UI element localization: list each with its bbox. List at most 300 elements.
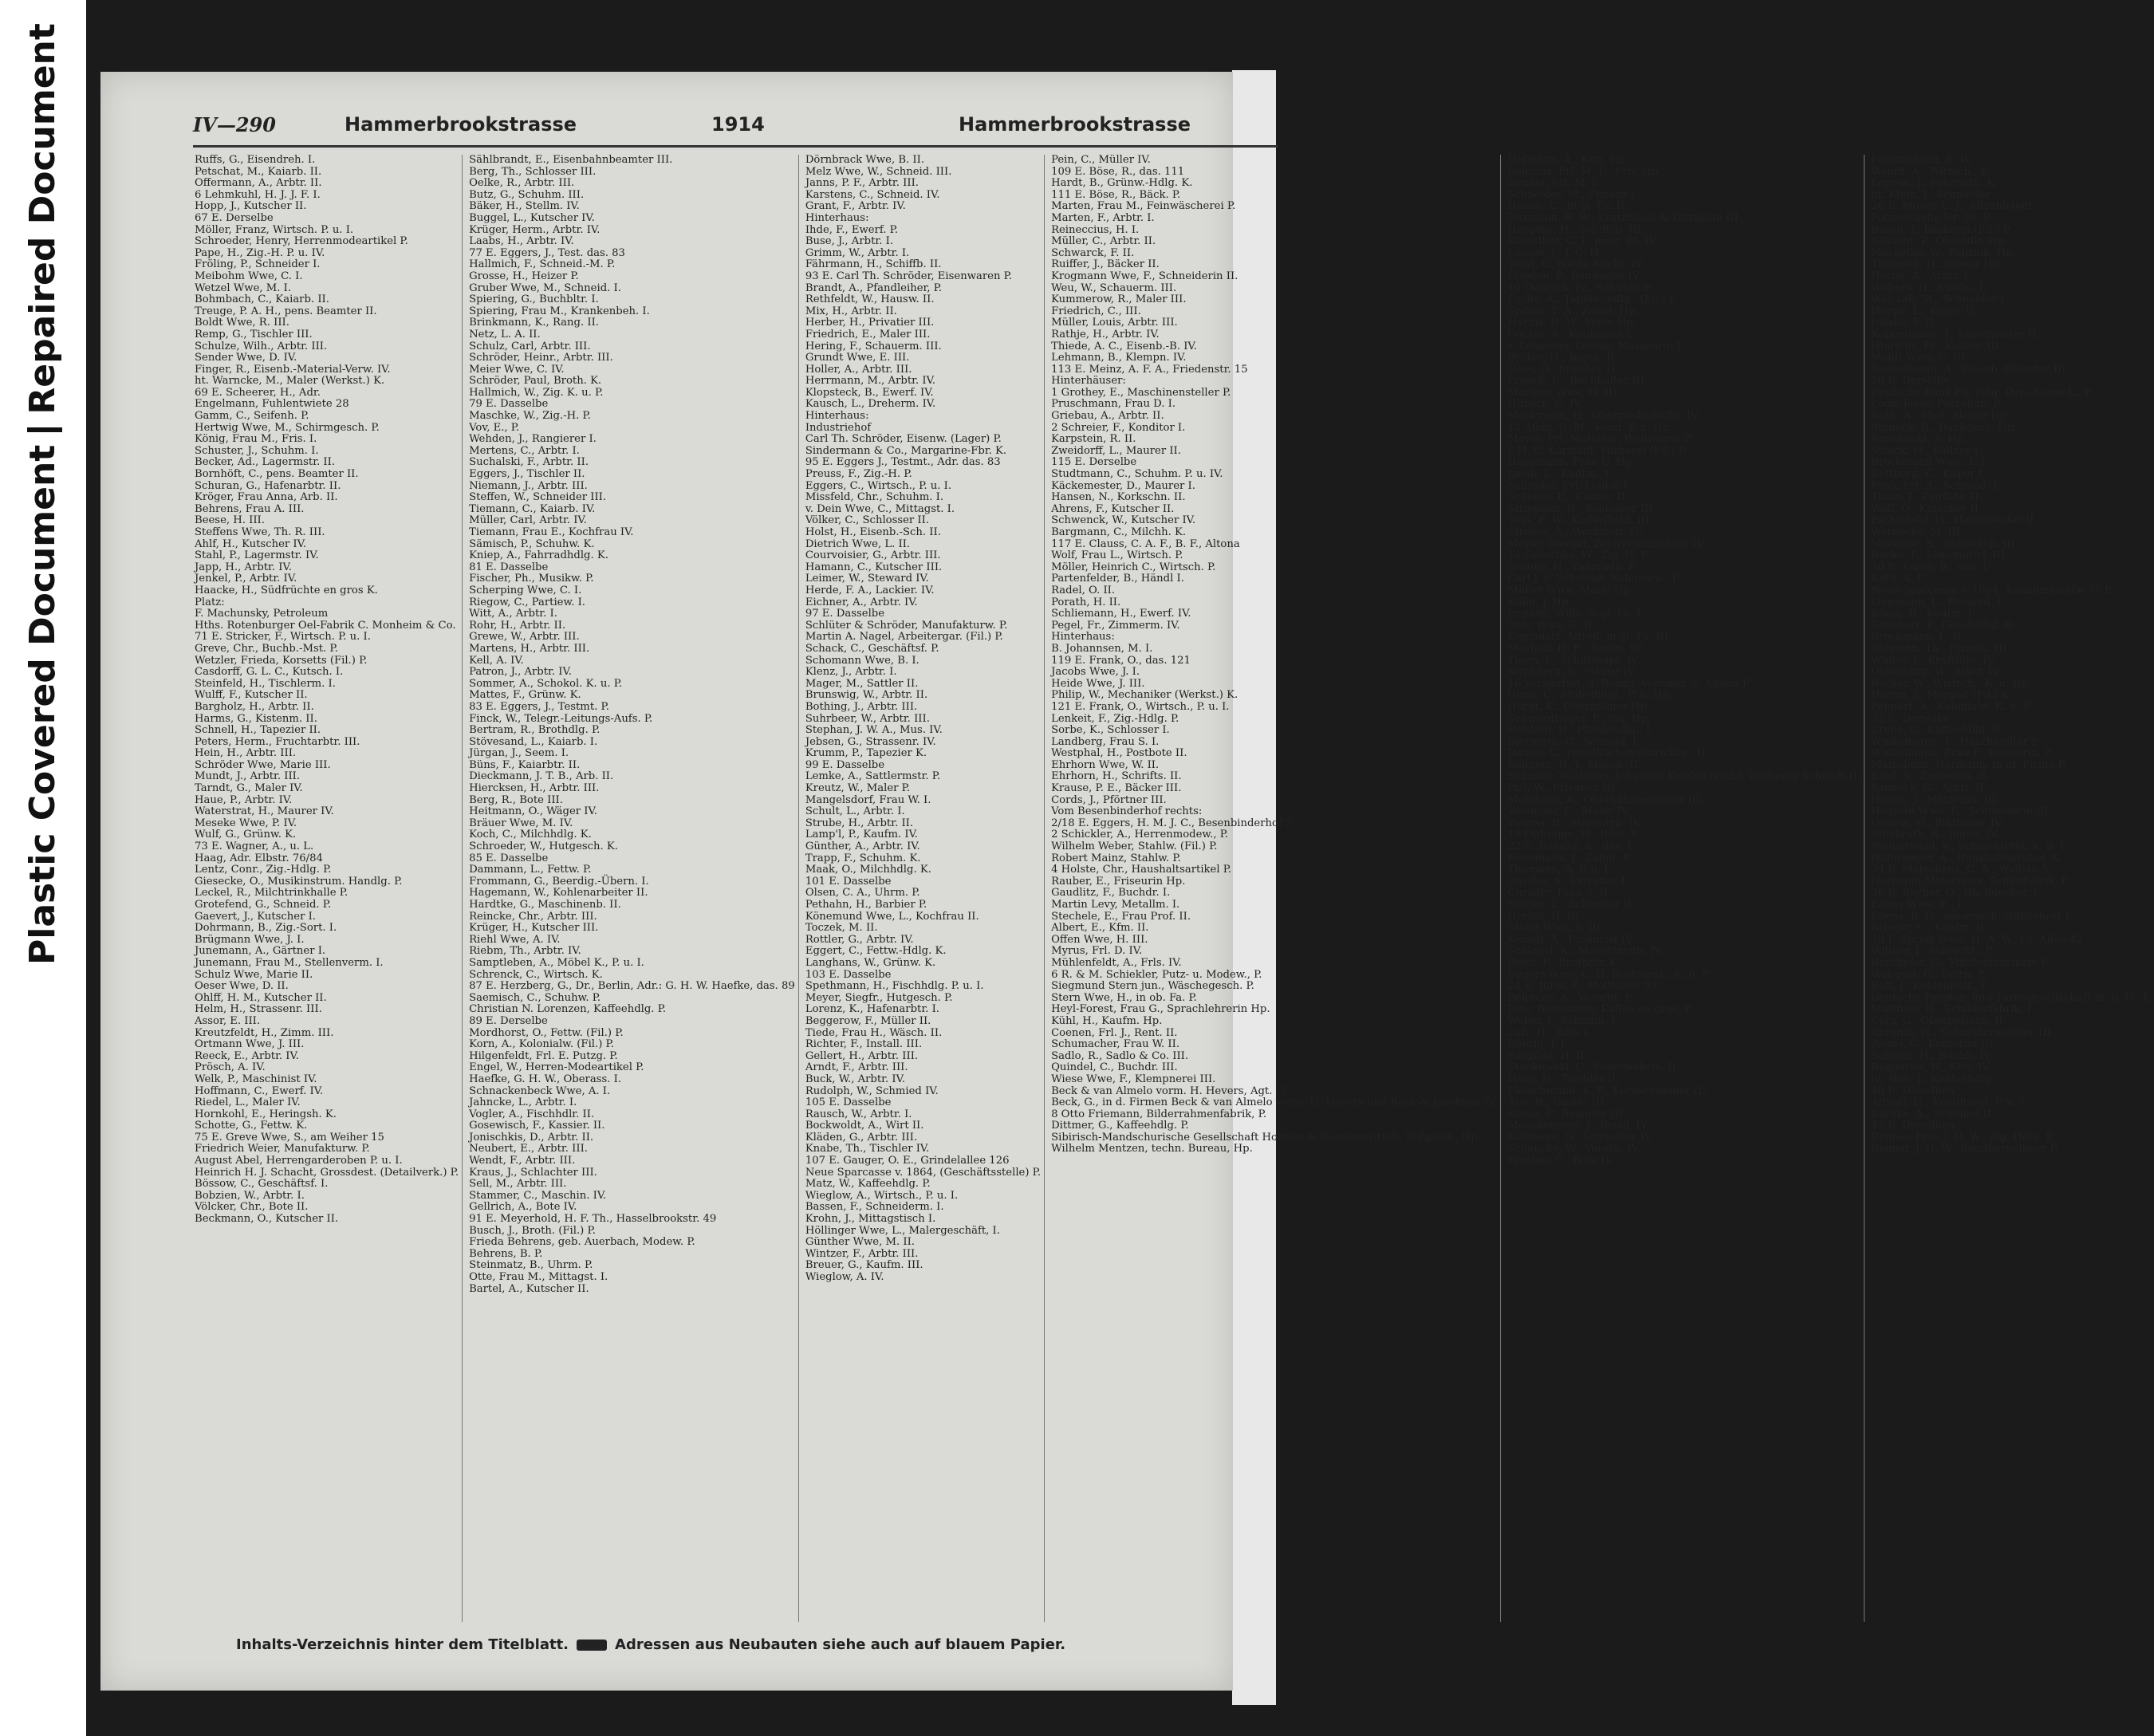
- directory-entry: Arndt, F., Arbtr. III.: [805, 1061, 908, 1074]
- directory-entry: Crone, C., Kaffeehdlg. P.: [1871, 724, 2001, 737]
- directory-entry: Eigendorf, Alfred, in gl. Fa. III.: [1507, 631, 1672, 644]
- directory-entry: 8 Otto Friemann, Bilderrahmenfabrik, P.: [1051, 1108, 1267, 1120]
- directory-entry: Sorbe, K., Schlosser I.: [1051, 724, 1170, 737]
- directory-entry: 32 E. Derselbe: [1871, 712, 1950, 725]
- directory-entry: Keiselt, A., Prokurist IV.: [1507, 933, 1635, 946]
- directory-entry: Quooss, G., Bildhauer IV.: [1871, 817, 2004, 829]
- directory-entry: Liepmann, L., Reisend. I.: [1871, 596, 2005, 608]
- directory-entry: Meyer, Siegfr., Hutgesch. P.: [805, 991, 953, 1004]
- directory-entry: J. H. C. Karstadt, Färberei (Fil.) P.: [1507, 444, 1687, 457]
- directory-entry: Kniep, A., Fahrradhdlg. K.: [469, 549, 608, 562]
- directory-entry: Heide Wwe, J. III.: [1051, 677, 1145, 690]
- directory-entry: Schnackenbeck Wwe, A. I.: [469, 1085, 611, 1097]
- directory-entry: Sämisch, P., Schuhw. K.: [469, 537, 595, 550]
- directory-entry: Saemisch, C., Schuhw. P.: [469, 991, 601, 1004]
- directory-entry: Samptleben, A., Möbel K., P. u. I.: [469, 956, 644, 969]
- directory-entry: Laabs, H., Arbtr. IV.: [469, 235, 574, 248]
- directory-entry: Gaevert, J., Kutscher I.: [195, 910, 316, 923]
- directory-entry: Schmidt, Wolfgang, Johannes Kriebel Nachf. Wolfgang Schmidt II.: [1507, 770, 1861, 783]
- directory-entry: Schlegel, K., Maschinenb. IV.: [1507, 945, 1664, 958]
- directory-entry: Bartel, A., Kutscher II.: [469, 1282, 589, 1295]
- directory-entry: Koppelmann, J., Lademeister II.: [1871, 328, 2040, 341]
- directory-entry: Scheuer, E., Kaufm. II.: [1507, 491, 1628, 504]
- directory-entry: Sibirisch-Mandschurische Gesellschaft Hofman & Bessenewitsch, Rohprod., Hp.: [1051, 1131, 1481, 1144]
- directory-entry: Tarndt, G., Maler IV.: [195, 782, 303, 795]
- directory-entry: Stankowski, C., Feuerwehrm. II.: [1507, 1061, 1680, 1074]
- document-page: [100, 72, 2152, 1691]
- directory-entry: Platz:: [195, 596, 225, 608]
- directory-entry: Cords, J., Pförtner III.: [1051, 793, 1167, 806]
- directory-entry: Stammer, C., Maschin. IV.: [469, 1189, 607, 1202]
- directory-entry: Behrens, Frl. M. L., Priv. Hp.: [1507, 165, 1662, 178]
- directory-entry: Spitzer, F. A., Zahnt. Hp.: [1507, 305, 1639, 317]
- repaired-label: Repaired Document: [22, 23, 63, 415]
- directory-column: [191, 155, 463, 1622]
- directory-entry: Ahrendt, H., Schneidermeister III.: [1871, 1026, 2054, 1039]
- directory-entry: Wolf, O., Kutscher II.: [1871, 502, 1983, 515]
- directory-entry: Eggers Wwe, C. H. Restaurat., K. u. P.: [1507, 968, 1711, 981]
- directory-entry: Engelmann, Fuhlentwiete 28: [195, 398, 349, 411]
- directory-entry: Thumann, A. P. u. I.: [1507, 864, 1612, 876]
- directory-entry: Grotefend, G., Schneid. P.: [195, 899, 332, 911]
- directory-entry: Karstens, C., Schneid. IV.: [805, 188, 940, 201]
- directory-entry: Aué, R., Gastw. III.: [1507, 1096, 1608, 1109]
- directory-entry: Warnecke, M. III.: [1871, 526, 1964, 538]
- directory-entry: Strelow, A., Werkmstr. IV.: [1507, 526, 1644, 538]
- directory-entry: Junemann, Frau M., Stellenverm. I.: [195, 956, 384, 969]
- directory-entry: Porath, H. II.: [1051, 596, 1121, 608]
- directory-entry: Vogler, A., Fischhdlr. II.: [469, 1108, 595, 1120]
- directory-entry: Busch, J., Bäckerei (Fil.) P.: [1871, 223, 2012, 236]
- directory-entry: Haue, P., Arbtr. IV.: [195, 793, 293, 806]
- directory-entry: Krüger, Herm., Arbtr. IV.: [469, 223, 601, 236]
- directory-entry: Sell, M., Arbtr. III.: [469, 1178, 567, 1191]
- directory-entry: Ruffs, G., Eisendreh. I.: [195, 154, 316, 166]
- directory-entry: Bräuer Wwe, M. IV.: [469, 817, 573, 829]
- directory-entry: Heinrich H. J. Schacht, Grossdest. (Detailverk.) P.: [195, 1166, 459, 1179]
- directory-entry: Ehrhorn, H., Schrifts. II.: [1051, 770, 1182, 783]
- directory-entry: Meyer, Oswald, Zigarrenfabrikant IV.: [1507, 537, 1706, 550]
- directory-entry: Vom Besenbinderhof rechts:: [1051, 805, 1203, 818]
- directory-entry: Berg, Th., Schlosser III.: [469, 165, 597, 178]
- directory-entry: Bargfeld, H. II.: [1507, 1049, 1588, 1062]
- directory-entry: Hass, O., Juwelier II.: [1507, 363, 1618, 376]
- directory-entry: Hths. Rotenburger Oel-Fabrik C. Monheim & Co.: [195, 619, 456, 632]
- directory-entry: Hilgenfeldt, Frl. E. Putzg. P.: [469, 1049, 618, 1062]
- directory-entry: Siegmund Stern jun., Wäschegesch. P.: [1051, 980, 1254, 993]
- directory-entry: Stövesand, L., Kaiarb. I.: [469, 735, 598, 748]
- directory-entry: Schuster, J., Schuhm. I.: [195, 444, 319, 457]
- directory-entry: Hermann Matschenz, Seifenfabrik, P.: [1871, 875, 2069, 888]
- directory-entry: Hornkohl, E., Heringsh. K.: [195, 1108, 337, 1120]
- directory-entry: Carl J. F. Schröder, Kolonialw., P.: [1507, 573, 1680, 585]
- directory-entry: Steffens Wwe, Th. R. III.: [195, 526, 325, 538]
- directory-entry: Stephan, J. W. A., Mus. IV.: [805, 724, 943, 737]
- directory-entry: Schroeder, Henry, Herrenmodeartikel P.: [195, 235, 408, 248]
- directory-entry: Cors, G., Oberpostsch. II.: [1871, 1014, 2006, 1027]
- directory-entry: Tiemann, C., Kaiarb. IV.: [469, 502, 596, 515]
- directory-entry: Harms, G., Kistenm. II.: [195, 712, 317, 725]
- directory-entry: Kirchberg, F., Pianist IV.: [1507, 666, 1637, 679]
- directory-entry: 10 Deutsch, Fr., Schuhw. P.: [1507, 281, 1652, 294]
- directory-entry: Fischer, Ph., Musikw. P.: [469, 573, 594, 585]
- directory-entry: Ortmann Wwe, J. III.: [195, 1038, 305, 1051]
- directory-entry: Reimer, J. H. W., Baunbernehmer P.: [1871, 1143, 2059, 1155]
- directory-entry: Rosendahl, A. Hp.: [1871, 433, 1967, 446]
- directory-entry: Mager, M., Sattler II.: [805, 677, 919, 690]
- directory-entry: Irrgang, Willy, in gl. Fa. I.: [1507, 608, 1644, 620]
- directory-entry: Hausmann, J., Zahnt. P.: [1507, 852, 1632, 864]
- directory-entry: Kellmann, O., Schneider IV.: [1507, 1131, 1654, 1144]
- directory-entry: Schwarck, F. II.: [1051, 246, 1135, 259]
- directory-entry: 18 Ohlrogge, H., Rest. P.: [1507, 829, 1639, 841]
- directory-entry: Schnell, H., Tapezier II.: [195, 724, 321, 737]
- directory-entry: Schacht, P., Obsthdlr. Hp.: [1871, 235, 2008, 248]
- directory-entry: Reeck, E., Arbtr. IV.: [195, 1049, 299, 1062]
- directory-entry: Voss, E. W., Kofferfbrkt. III.: [1507, 514, 1653, 527]
- directory-entry: Landberg, Frau S. I.: [1051, 735, 1160, 748]
- directory-entry: Pape, H., Zig.-H. P. u. IV.: [195, 246, 325, 259]
- directory-entry: Spethmann, H., Fischhdlg. P. u. I.: [805, 980, 984, 993]
- directory-entry: 121 E. Frank, O., Wirtsch., P. u. I.: [1051, 700, 1230, 713]
- directory-entry: Bargmann, C., Milchh. K.: [1051, 526, 1187, 538]
- directory-entry: Jacob, L., Kaufm., I.: [1507, 468, 1613, 481]
- directory-entry: Hardt, B., Grünw.-Hdlg. K.: [1051, 177, 1193, 190]
- directory-entry: Friedrich, C., III.: [1051, 305, 1141, 317]
- directory-entry: Dietrich Wwe, L. II.: [805, 537, 911, 550]
- directory-entry: Hopp, J., Kutscher II.: [195, 200, 307, 213]
- directory-entry: Junemann, A., Gärtner I.: [195, 945, 326, 958]
- directory-entry: Herrmann, M., Arbtr. IV.: [805, 375, 935, 388]
- directory-entry: Bohmbach, C., Kaiarb. II.: [195, 293, 329, 306]
- directory-entry: Brockmann Wwe, F. I.: [1871, 456, 1988, 469]
- directory-entry: Sanneck, G., Arbtr. II.: [1871, 782, 1987, 795]
- directory-entry: Leckel, R., Milchtrinkhalle P.: [195, 887, 348, 899]
- directory-entry: Beggerow, F., Müller II.: [805, 1014, 931, 1027]
- directory-entry: Schlüter & Schröder, Manufakturw. P.: [805, 619, 1008, 632]
- directory-entry: Grundt Wwe, E. III.: [805, 352, 910, 364]
- directory-entry: Wehden, J., Rangierer I.: [469, 433, 597, 446]
- directory-entry: Könemund Wwe, L., Kochfrau II.: [805, 910, 979, 923]
- directory-entry: Hoppe, L., Küper II.: [1871, 305, 1978, 317]
- directory-entry: 115 E. Derselbe: [1051, 456, 1137, 469]
- directory-entry: Schwan, H., Buchb. IV.: [1871, 1049, 1993, 1062]
- directory-entry: Hallmich, F., Schneid.-M. P.: [469, 258, 616, 271]
- directory-entry: Knabe, Th., Tischler IV.: [805, 1143, 930, 1155]
- directory-entry: 113 E. Meinz, A. F. A., Friedenstr. 15: [1051, 363, 1248, 376]
- directory-columns: [191, 154, 2152, 1622]
- directory-entry: Krause, P. E., Bäcker III.: [1051, 782, 1182, 795]
- directory-entry: Olsen, C. A., Uhrm. P.: [805, 887, 920, 899]
- directory-entry: 6 R. & M. Schiekler, Putz- u. Modew., P.: [1051, 968, 1262, 981]
- directory-entry: Eichner, A., Arbtr. IV.: [805, 596, 918, 608]
- directory-entry: Kröger, Frau Anna, Arb. II.: [195, 491, 338, 504]
- directory-entry: Bothing, J., Arbtr. III.: [805, 700, 918, 713]
- directory-entry: Marten, Frau M., Feinwäscherei P.: [1051, 200, 1236, 213]
- directory-entry: Heidorn, H., Pferdehdlg., I.: [1507, 724, 1654, 737]
- directory-entry: Matz, W., Kaffeehdlg. P.: [805, 1178, 931, 1191]
- directory-entry: Buse, J., Arbtr. I.: [805, 235, 894, 248]
- page-footer: [236, 1636, 1273, 1660]
- directory-entry: 34 E. Matschenz, C. A., Wallstr. 5: [1871, 864, 2049, 876]
- directory-entry: 71 E. Stricker, F., Wirtsch. P. u. I.: [195, 631, 371, 644]
- directory-entry: Gellert, H., Arbtr. III.: [805, 1049, 919, 1062]
- directory-entry: Rettberg, C., Küper I.: [1871, 468, 1987, 481]
- year: 1914: [711, 113, 765, 136]
- directory-entry: 12 Albig, G. M., Kond. P. u. Hp.: [1507, 421, 1673, 434]
- directory-entry: Walczak, St., Schneider I.: [1871, 293, 2008, 306]
- pointing-hand-icon: [577, 1640, 607, 1651]
- directory-entry: Schliemann, H., Ewerf. IV.: [1051, 608, 1191, 620]
- directory-entry: Sindermann & Co., Margarine-Fbr. K.: [805, 444, 1007, 457]
- directory-entry: Steinfeld, H., Tischlerm. I.: [195, 677, 336, 690]
- directory-entry: Riedel, L., Maler IV.: [195, 1096, 301, 1109]
- directory-entry: Hein, H., Arbtr. III.: [195, 747, 297, 760]
- directory-entry: Carl Th. Schröder, Eisenw. (Lager) P.: [805, 433, 1002, 446]
- directory-entry: Spiering, G., Buchbltr. I.: [469, 293, 599, 306]
- directory-entry: 22 E. Dassler, A., das. I.: [1507, 840, 1635, 853]
- directory-entry: Brinkmann, K., Rang. II.: [469, 317, 599, 329]
- street-title-right: Hammerbrookstrasse: [959, 113, 1191, 136]
- directory-entry: Rottler, G., Arbtr. IV.: [805, 933, 914, 946]
- directory-entry: Schult, L., Arbtr. I.: [805, 805, 905, 818]
- directory-entry: Stückrath, R., Ingen. IV.: [1871, 829, 1999, 841]
- directory-entry: Krogmann Wwe, F., Schneiderin II.: [1051, 270, 1238, 282]
- directory-entry: Kummerow, R., Maler III.: [1051, 293, 1187, 306]
- directory-entry: Hiercksen, H., Arbtr. III.: [469, 782, 600, 795]
- directory-entry: Partenfelder, B., Händl I.: [1051, 573, 1184, 585]
- directory-entry: Mattes, F., Grünw. K.: [469, 689, 581, 702]
- directory-entry: Radel, O. II.: [1051, 584, 1116, 596]
- directory-entry: Bucke, F., Lokomotivf. III.: [1871, 549, 2009, 562]
- directory-entry: Jenkel, P., Arbtr. IV.: [195, 573, 297, 585]
- directory-entry: Bössow, C., Geschäftsf. I.: [195, 1178, 329, 1191]
- directory-entry: 101 E. Dasselbe: [805, 875, 892, 888]
- directory-entry: Steinmatz, B., Uhrm. P.: [469, 1259, 593, 1272]
- directory-entry: Jebsen, G., Strassenr. IV.: [805, 735, 936, 748]
- directory-entry: Polizeiwache Nr. 39, P.: [1871, 211, 1992, 224]
- directory-entry: Beckmann, O., Kutscher II.: [195, 1213, 339, 1226]
- directory-entry: Thiede, A. C., Eisenb.-B. IV.: [1051, 340, 1197, 352]
- directory-entry: 42 E. Dieselben: [1871, 1120, 1955, 1132]
- directory-entry: Moldt Wwe, C. III.: [1871, 352, 1969, 364]
- directory-entry: Rudolph, W., Schmied IV.: [805, 1085, 939, 1097]
- directory-entry: 2 Schickler, A., Herrenmodew., P.: [1051, 829, 1229, 841]
- directory-entry: Ahlmann, Th., Privatb. III.: [1871, 642, 2010, 655]
- directory-entry: 36 E. Reyher, O., Dachdecker, I.: [1871, 887, 2041, 899]
- directory-entry: Bertram, R., Brothdlg. P.: [469, 724, 601, 737]
- page-number: IV—290: [193, 113, 276, 136]
- directory-entry: Rathke, A., Schmied II.: [1871, 1108, 1995, 1120]
- directory-entry: Bäker, H., Stellm. IV.: [469, 200, 580, 213]
- directory-entry: Hinterhaus:: [805, 211, 869, 224]
- directory-entry: Leppek, J., Fahrradh. K.: [1871, 177, 1998, 190]
- directory-entry: Kath, A. P.: [1871, 573, 1926, 585]
- directory-entry: Brandt, A., Pfandleiher, P.: [805, 281, 943, 294]
- directory-entry: Tiede, Frau H., Wäsch. II.: [805, 1026, 943, 1039]
- directory-entry: Hinterhaus:: [1051, 631, 1115, 644]
- directory-entry: 99 E. Dasselbe: [805, 758, 885, 771]
- directory-entry: Casdorff, G. L. C., Kutsch. I.: [195, 666, 344, 679]
- directory-entry: Heicke, L., Schlosser II.: [1507, 899, 1636, 911]
- directory-entry: Becker, W., Wirtsch., K. u. Hp.: [1871, 677, 2032, 690]
- directory-entry: Peters, Herm., Fruchtarbtr. III.: [195, 735, 360, 748]
- directory-entry: Wendt, F., Arbtr. III.: [469, 1155, 576, 1167]
- directory-entry: Holst, H., Eisenb.-Sch. II.: [805, 526, 941, 538]
- directory-entry: Klopsteck, B., Ewerf. IV.: [805, 386, 934, 399]
- directory-entry: Mechelke, W., Polizeib. Hp.: [1871, 246, 2016, 259]
- directory-entry: Myrus, Frl. D. IV.: [1051, 945, 1143, 958]
- directory-entry: 109 E. Böse, R., das. 111: [1051, 165, 1185, 178]
- directory-entry: Bobzien, W., Arbtr. I.: [195, 1189, 305, 1202]
- directory-entry: Rohr, H., Arbtr. II.: [469, 619, 566, 632]
- directory-entry: Lehmann, B., Klempn. IV.: [1051, 352, 1187, 364]
- directory-entry: Sadlo, R., Sadlo & Co. III.: [1051, 1049, 1189, 1062]
- directory-entry: Bierwirth, C., Schneid. I.: [1507, 735, 1640, 748]
- directory-entry: 107 E. Gauger, O. E., Grindelallee 126: [805, 1155, 1010, 1167]
- directory-entry: Petschat, M., Kaiarb. II.: [195, 165, 322, 178]
- directory-entry: Schwerdtfeger, P., Ing. Hp.: [1507, 712, 1652, 725]
- directory-entry: 4 Holste, Chr., Haushaltsartikel P.: [1051, 864, 1232, 876]
- directory-entry: Büns, F., Kaiarbtr. II.: [469, 758, 581, 771]
- directory-entry: Hansen, N., Korkschn. II.: [1051, 491, 1186, 504]
- directory-entry: Jobske, F. II.: [1871, 317, 1937, 329]
- directory-entry: Mangelsdorf, Frau W. I.: [805, 793, 931, 806]
- directory-entry: Schröder, Heinr., Arbtr. III.: [469, 352, 613, 364]
- directory-entry: Korn, A., Kolonialw. (Fil.) P.: [469, 1038, 614, 1051]
- directory-entry: Dittmann, B. W., Kratzmann & Dittmann III.: [1507, 211, 1742, 224]
- directory-entry: Lassen, J., J. G. H.: [1507, 246, 1602, 259]
- directory-entry: Westphal, H., Postbote II.: [1051, 747, 1187, 760]
- directory-entry: Eggert, C., Fettw.-Hdlg. K.: [805, 945, 947, 958]
- directory-entry: Wollgast, G., Fettw. P.: [1871, 968, 1986, 981]
- directory-entry: Schröder, Frl. Louise I.: [1507, 479, 1631, 492]
- directory-entry: Friedrich, E., Maler III.: [805, 328, 931, 341]
- directory-entry: Werner, B., Stereotyp. IV.: [1507, 817, 1643, 829]
- directory-entry: Meseke Wwe, P. IV.: [195, 817, 297, 829]
- directory-entry: Winter, P., Kraftführ. IV.: [1871, 654, 1997, 667]
- directory-entry: 119 E. Frank, O., das. 121: [1051, 654, 1191, 667]
- directory-entry: Ruiffer, J., Bäcker II.: [1051, 258, 1160, 271]
- directory-entry: 40 E. Dieselben: [1871, 1085, 1955, 1097]
- sidebar: [0, 0, 86, 1736]
- directory-entry: Hertwig Wwe, M., Schirmgesch. P.: [195, 421, 380, 434]
- directory-entry: Pappert, A., Kolonialw. K. u. P.: [1871, 700, 2032, 713]
- directory-entry: Quindel, C., Buchdr. III.: [1051, 1061, 1178, 1074]
- directory-entry: Jonischkis, D., Arbtr. II.: [469, 1131, 594, 1144]
- directory-entry: Woeniger, C., Maler IV.: [1507, 805, 1630, 818]
- directory-entry: 26 E. Moser, C. J., Altrahlstedt: [1871, 200, 2033, 213]
- directory-entry: Möller, Franz, Wirtsch. P. u. I.: [195, 223, 354, 236]
- directory-entry: Rauber, E., Friseurin Hp.: [1051, 875, 1186, 888]
- directory-entry: Gosewisch, F., Kassier. II.: [469, 1120, 605, 1132]
- directory-entry: Meyhoff, H. E., Gastw. III.: [1507, 642, 1646, 655]
- directory-entry: Finger, R., Eisenb.-Material-Verw. IV.: [195, 363, 391, 376]
- directory-entry: Schulz, Carl, Arbtr. III.: [469, 340, 591, 352]
- directory-entry: Edens, R. D., wissensch. Hilfslehrer I.: [1871, 910, 2073, 923]
- directory-entry: Wintzer, F., Arbtr. III.: [805, 1247, 919, 1260]
- directory-entry: Herde, F. A., Lackier. IV.: [805, 584, 935, 596]
- directory-entry: Deutsche Fenster- und Türengesellschaft m. b. H., I.: [1871, 991, 2152, 1004]
- directory-entry: Otte, Frau M., Mittagst. I.: [469, 1271, 608, 1283]
- directory-entry: 103 E. Dasselbe: [805, 968, 892, 981]
- directory-entry: 30 E. König, B., das. I.: [1871, 561, 1991, 573]
- directory-column: [1868, 155, 2154, 1622]
- directory-entry: Suhr Wwe, C. II.: [1507, 619, 1596, 632]
- directory-entry: Krumm, P., Tapezier K.: [805, 747, 927, 760]
- directory-entry: Weu, W., Schauerm. III.: [1051, 281, 1177, 294]
- directory-entry: Gruber Wwe, M., Schneid. I.: [469, 281, 621, 294]
- directory-entry: Greve, Chr., Buchb.-Mst. P.: [195, 642, 338, 655]
- directory-entry: 73 E. Wagner, A., u. L.: [195, 840, 314, 853]
- directory-entry: Jaitner, C., Hotelküchen-einrichtg., II.: [1507, 747, 1709, 760]
- directory-entry: Hallmich, W., Zig. K. u. P.: [469, 386, 604, 399]
- directory-entry: Gellrich, A., Bote IV.: [469, 1201, 577, 1214]
- directory-entry: Haag, Adr. Elbstr. 76/84: [195, 852, 323, 864]
- directory-entry: Rausch, W., Arbtr. I.: [805, 1108, 912, 1120]
- directory-entry: Pizl, W., Privatier III.: [1507, 782, 1619, 795]
- directory-entry: Helm, H., Strassenr. III.: [195, 1003, 322, 1016]
- directory-entry: Völcker, Chr., Bote II.: [195, 1201, 309, 1214]
- directory-entry: Ohlff, H. M., Kutscher II.: [195, 991, 327, 1004]
- directory-entry: Kell, A. IV.: [469, 654, 524, 667]
- directory-entry: Dörnbrack Wwe, B. II.: [805, 154, 925, 166]
- directory-entry: Steigerwald, V., Schlachterei, K. u. I.: [1871, 840, 2068, 853]
- directory-entry: Sählbrandt, E., Eisenbahnbeamter III.: [469, 154, 673, 166]
- directory-entry: 28 E. Derselbe: [1871, 375, 1950, 388]
- directory-column: [1048, 155, 1501, 1622]
- directory-entry: Hagemann, Frau G. Hp.: [1507, 456, 1636, 469]
- directory-entry: Oeser Wwe, D. II.: [195, 980, 289, 993]
- plastic-covered-label: Plastic Covered Document: [22, 444, 63, 965]
- directory-entry: Koch, C., Milchhdlg. K.: [469, 829, 592, 841]
- directory-entry: Schrenck, C., Wirtsch. K.: [469, 968, 603, 981]
- directory-entry: Zweidorff, L., Maurer II.: [1051, 444, 1181, 457]
- directory-entry: Esche, A., Tapetenhdlg., (Fil.) P.: [1507, 293, 1678, 306]
- directory-entry: Wolf, Frau L., Wirtsch. P.: [1051, 549, 1183, 562]
- directory-entry: Christer, Frau S. II.: [1507, 887, 1612, 899]
- directory-entry: Pein, C., Müller IV.: [1051, 154, 1151, 166]
- directory-entry: Schotte, G., Fettw. K.: [195, 1120, 308, 1132]
- directory-entry: Krohn, J., Mittagstisch I.: [805, 1213, 936, 1226]
- directory-entry: v. Dein Wwe, C., Mittagst. I.: [805, 502, 955, 515]
- directory-entry: Braune, H., Fahrradh. P.: [1507, 561, 1637, 573]
- directory-entry: Neue Sparcasse v. 1864, (Geschäftsstelle) P.: [805, 1166, 1042, 1179]
- directory-entry: 1 Grothey, E., Maschinensteller P.: [1051, 386, 1231, 399]
- directory-entry: Mehlhose, A., Oberbahnassistent III.: [1507, 793, 1703, 806]
- directory-entry: Hogrefe Wwe, E., Schneiderin III.: [1871, 805, 2052, 818]
- directory-entry: Suhrbeer, W., Arbtr. III.: [805, 712, 930, 725]
- directory-entry: 89 E. Derselbe: [469, 1014, 548, 1027]
- directory-entry: Patron, J., Arbtr. IV.: [469, 666, 572, 679]
- directory-entry: Busch, J., Broth. (Fil.) P.: [469, 1224, 596, 1237]
- directory-entry: Fröling, P., Schneider I.: [195, 258, 321, 271]
- directory-entry: Kreutz, W., Maler P.: [805, 782, 911, 795]
- directory-entry: Riebm, Th., Arbtr. IV.: [469, 945, 581, 958]
- directory-entry: Mix, H., Arbtr. II.: [805, 305, 897, 317]
- directory-entry: Möller, Heinrich C., Wirtsch. P.: [1051, 561, 1216, 573]
- directory-entry: Industriehof: [805, 421, 872, 434]
- directory-entry: Brunswig, W., Arbtr. II.: [805, 689, 928, 702]
- directory-entry: Reimer, Frau J. H. W., Zig.-Hdlg. P.: [1871, 1131, 2054, 1144]
- directory-entry: Wieglow, A. IV.: [805, 1271, 884, 1283]
- directory-entry: Wolters, H., Kaufm. I.: [1871, 281, 1987, 294]
- directory-entry: Hoffmann, C., Ewerf. IV.: [195, 1085, 324, 1097]
- directory-entry: Neubert, E., Arbtr. III.: [469, 1143, 588, 1155]
- directory-entry: Dohrmann, B., Zig.-Sort. I.: [195, 922, 337, 935]
- directory-entry: Hinterhaus:: [805, 410, 869, 423]
- directory-entry: 97 E. Dasselbe: [805, 608, 885, 620]
